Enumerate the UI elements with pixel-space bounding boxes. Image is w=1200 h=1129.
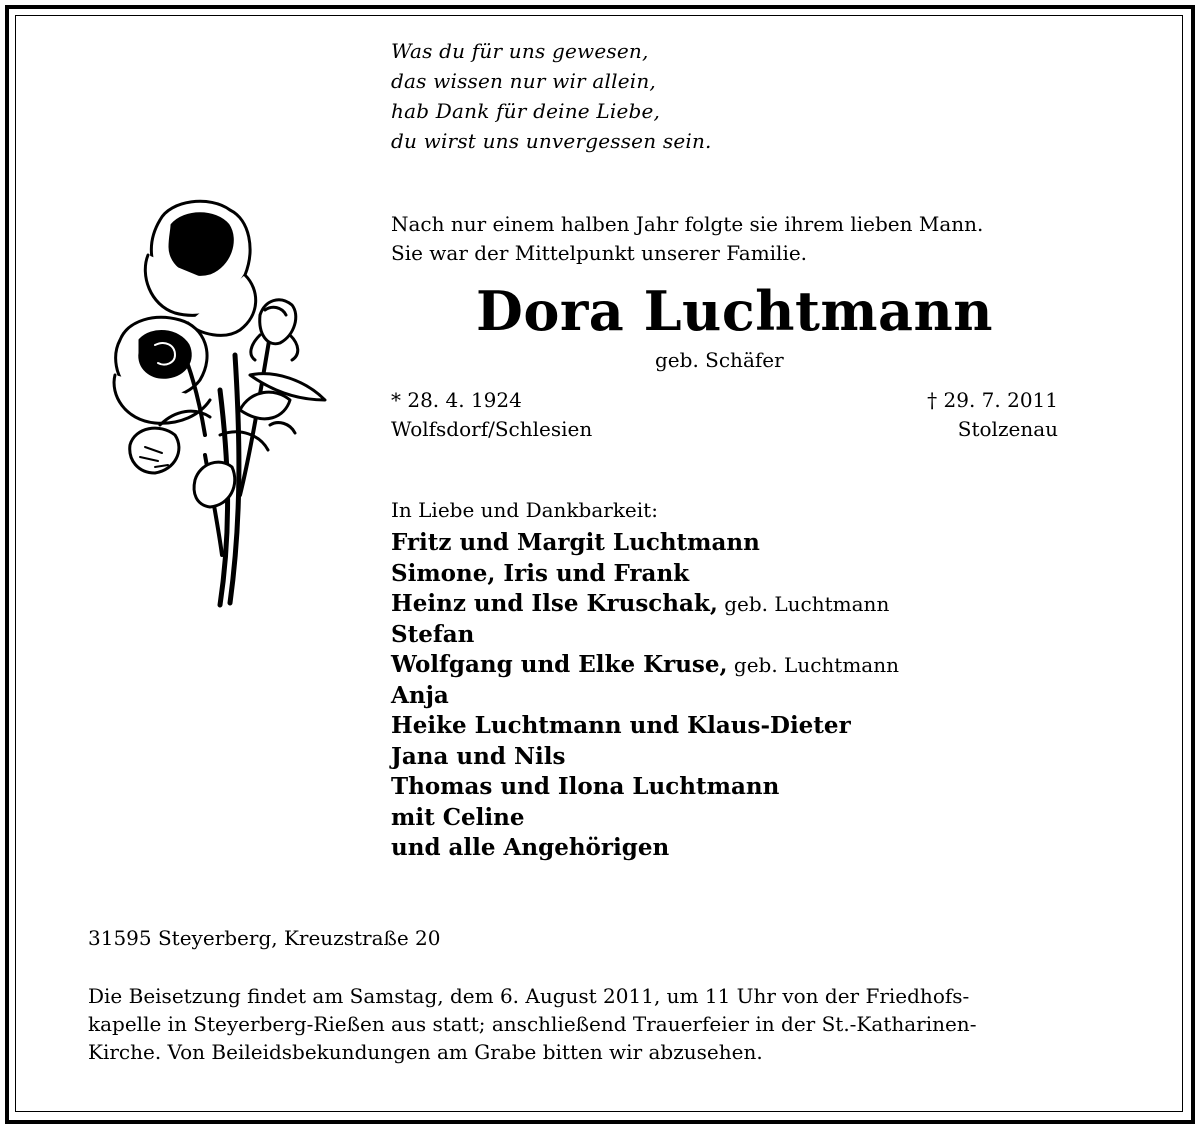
family-address: 31595 Steyerberg, Kreuzstraße 20 bbox=[88, 926, 441, 950]
memorial-poem bbox=[391, 36, 712, 156]
mourner-entry bbox=[391, 681, 899, 712]
mourner-name: Fritz und Margit Luchtmann bbox=[391, 529, 760, 556]
intro-text bbox=[391, 210, 983, 268]
poem-line: Was du für uns gewesen, bbox=[391, 39, 649, 63]
death-place: Stolzenau bbox=[957, 417, 1058, 441]
burial-line: kapelle in Steyerberg-Rießen aus statt; anschließend Trauerfeier in der St.-Katharinen- bbox=[88, 1012, 977, 1036]
mourner-entry bbox=[391, 528, 899, 559]
mourner-name: Stefan bbox=[391, 620, 475, 648]
mourner-entry bbox=[391, 711, 899, 742]
mourner-name: und alle Angehörigen bbox=[391, 834, 670, 861]
poem-line: das wissen nur wir allein, bbox=[391, 69, 656, 93]
intro-line: Nach nur einem halben Jahr folgte sie ihrem lieben Mann. bbox=[391, 212, 984, 236]
birth-info bbox=[391, 386, 592, 444]
mourners-list bbox=[391, 528, 899, 864]
mourner-entry bbox=[391, 772, 899, 803]
mourner-name: Wolfgang und Elke Kruse, bbox=[391, 651, 728, 678]
mourner-suffix: geb. Luchtmann bbox=[717, 592, 890, 616]
mourners-heading: In Liebe und Dankbarkeit: bbox=[391, 498, 658, 522]
mourner-name: Thomas und Ilona Luchtmann bbox=[391, 773, 780, 800]
mourner-entry bbox=[391, 742, 899, 773]
mourner-name: Simone, Iris und Frank bbox=[391, 559, 690, 587]
death-date: † 29. 7. 2011 bbox=[927, 388, 1058, 412]
deceased-name: Dora Luchtmann bbox=[476, 279, 994, 343]
mourner-name: Anja bbox=[391, 681, 449, 709]
mourner-name: mit Celine bbox=[391, 803, 525, 831]
mourner-entry bbox=[391, 559, 899, 590]
poem-line: hab Dank für deine Liebe, bbox=[391, 99, 661, 123]
poem-line: du wirst uns unvergessen sein. bbox=[391, 129, 712, 153]
birth-place: Wolfsdorf/Schlesien bbox=[391, 417, 593, 441]
mourner-suffix: geb. Luchtmann bbox=[727, 653, 899, 677]
maiden-name: geb. Schäfer bbox=[655, 348, 784, 372]
mourner-entry bbox=[391, 589, 899, 620]
mourner-name: Heike Luchtmann und Klaus-Dieter bbox=[391, 712, 851, 739]
mourner-entry bbox=[391, 620, 899, 651]
mourner-entry bbox=[391, 803, 899, 834]
intro-line: Sie war der Mittelpunkt unserer Familie. bbox=[391, 241, 808, 265]
birth-date: * 28. 4. 1924 bbox=[391, 388, 522, 412]
burial-line: Die Beisetzung findet am Samstag, dem 6. August 2011, um 11 Uhr von der Friedhofs- bbox=[88, 984, 970, 1008]
mourner-entry bbox=[391, 650, 899, 681]
mourner-name: Jana und Nils bbox=[391, 742, 566, 770]
mourner-name: Heinz und Ilse Kruschak, bbox=[391, 590, 718, 617]
rose-illustration-icon bbox=[100, 195, 340, 670]
mourner-entry bbox=[391, 833, 899, 864]
burial-line: Kirche. Von Beileidsbekundungen am Grabe bitten wir abzusehen. bbox=[88, 1040, 763, 1064]
death-info bbox=[840, 386, 1058, 444]
burial-notice bbox=[88, 982, 976, 1066]
